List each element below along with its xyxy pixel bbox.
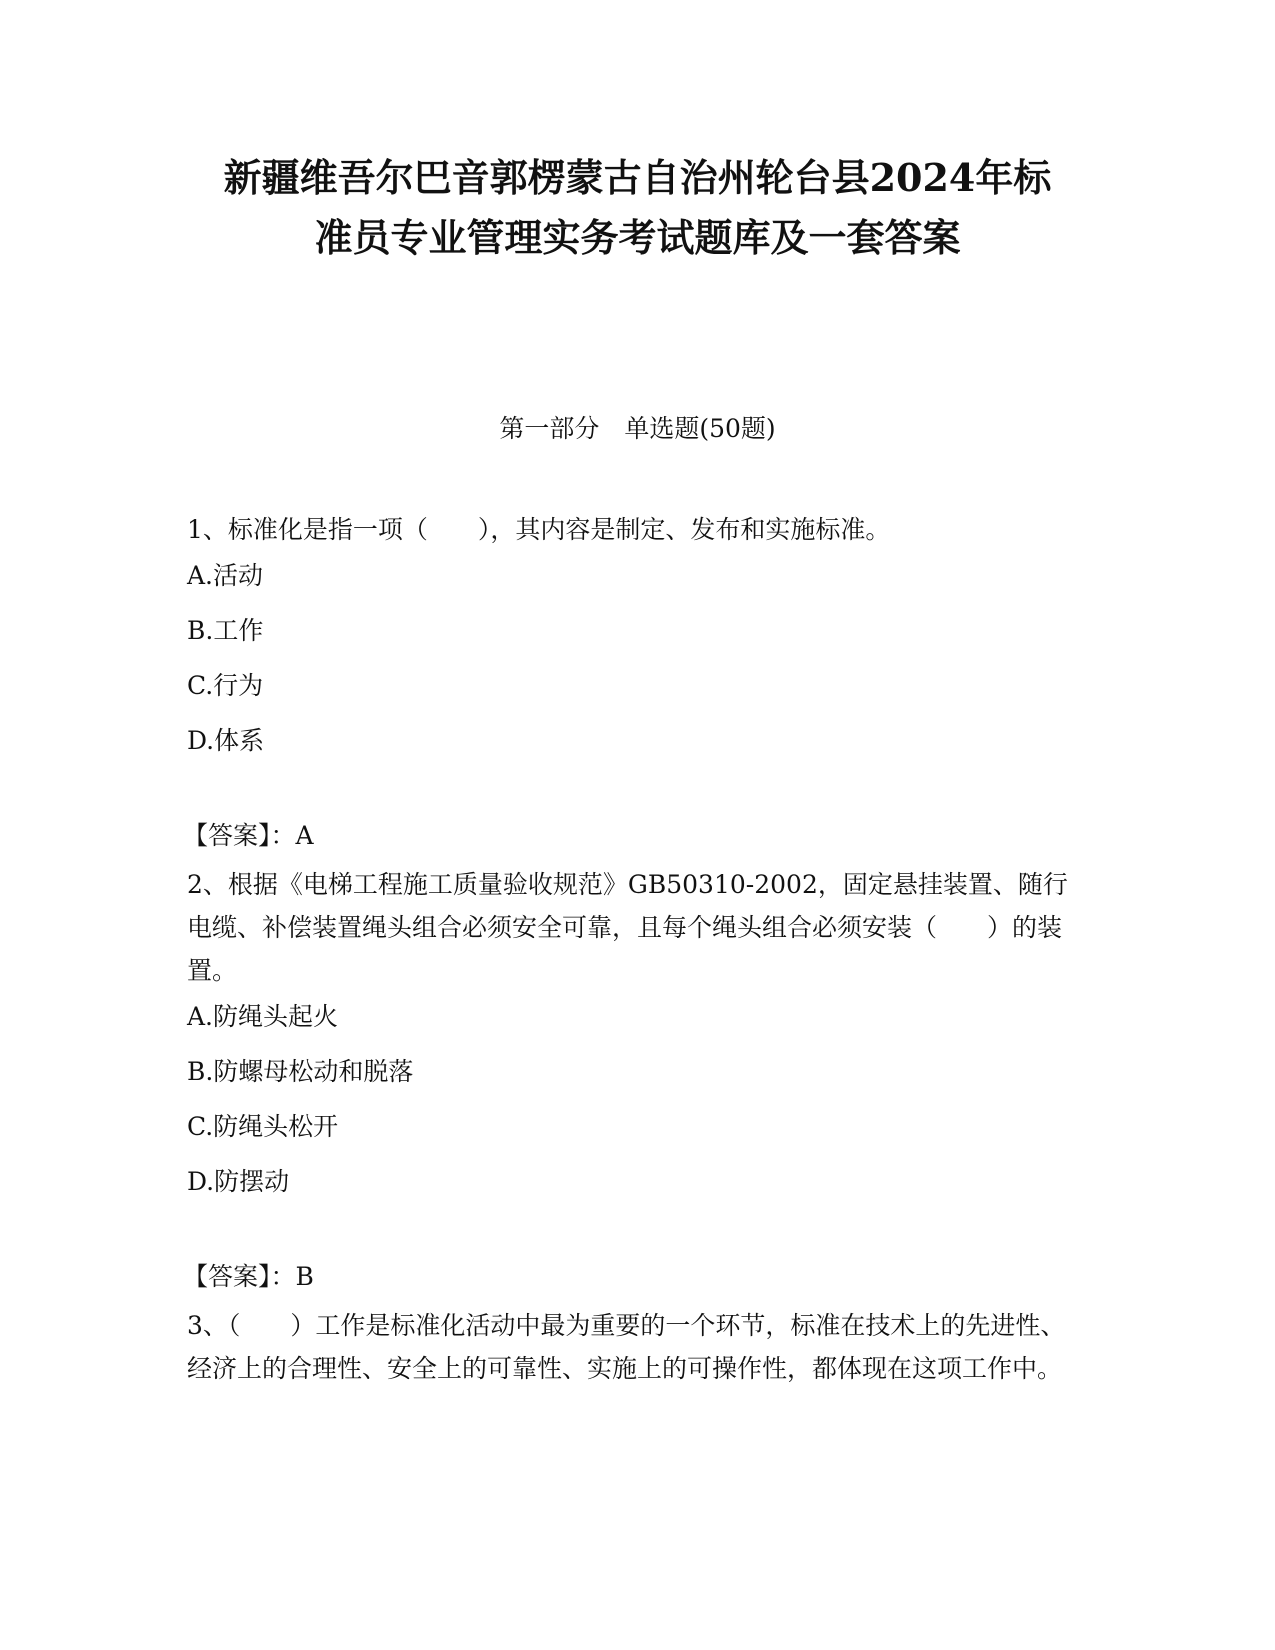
- question-2: [183, 863, 1077, 1292]
- option-a: A.活动: [187, 561, 264, 590]
- question-stem: 1、标准化是指一项（ ），其内容是制定、发布和实施标准。: [187, 515, 891, 544]
- document-title: [150, 148, 1125, 268]
- title-line-2: 准员专业管理实务考试题库及一套答案: [314, 215, 961, 260]
- answer-label: 【答案】：B: [183, 1262, 314, 1291]
- option-b: B.工作: [187, 616, 264, 645]
- option-b: B.防螺母松动和脱落: [187, 1057, 414, 1086]
- option-c: C.防绳头松开: [187, 1112, 339, 1141]
- question-3: [187, 1304, 1077, 1400]
- answer-label: 【答案】：A: [183, 821, 314, 850]
- title-line-1: 新疆维吾尔巴音郭楞蒙古自治州轮台县2024年标: [223, 155, 1052, 200]
- question-1: [183, 508, 1077, 851]
- question-stem: 2、根据《电梯工程施工质量验收规范》GB50310-2002，固定悬挂装置、随行电缆、补偿装置绳头组合必须安全可靠，且每个绳头组合必须安装（ ）的装置。: [187, 870, 1068, 985]
- option-a: A.防绳头起火: [187, 1002, 339, 1031]
- option-c: C.行为: [187, 671, 264, 700]
- question-stem: 3、（ ）工作是标准化活动中最为重要的一个环节，标准在技术上的先进性、经济上的合理性、安全上的可靠性、实施上的可操作性，都体现在这项工作中。: [187, 1311, 1066, 1383]
- option-d: D.体系: [187, 726, 265, 755]
- section-heading: 第一部分 单选题(50题): [499, 414, 776, 443]
- option-d: D.防摆动: [187, 1167, 290, 1196]
- question-list: [183, 508, 1077, 1400]
